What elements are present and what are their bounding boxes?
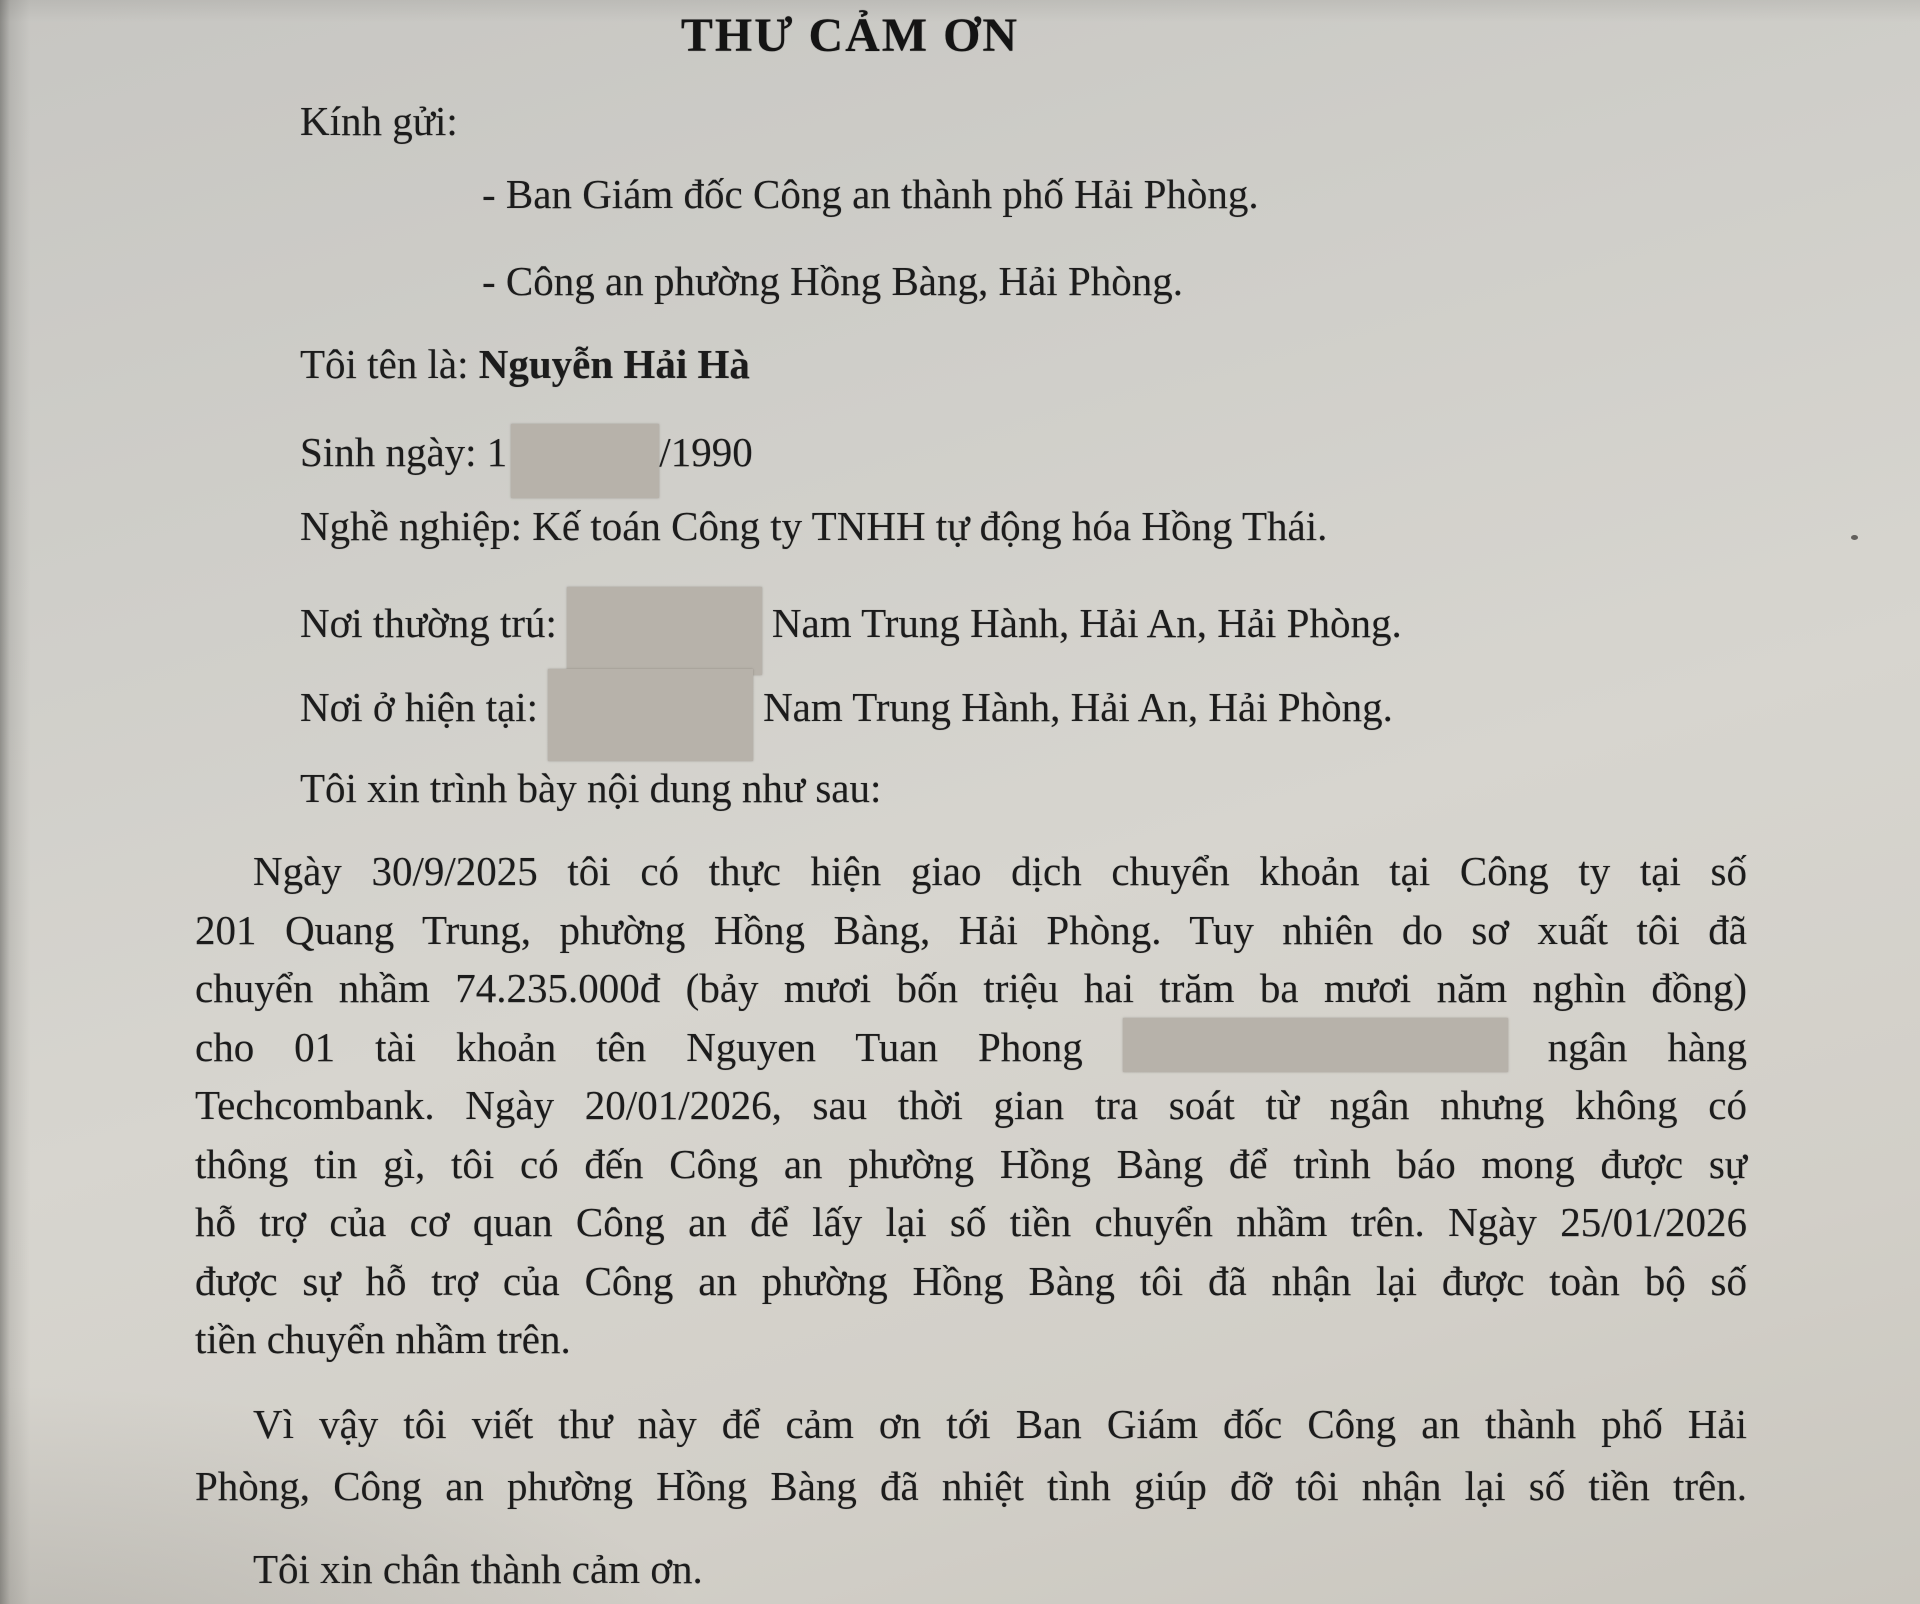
residence-value: Nam Trung Hành, Hải An, Hải Phòng. (771, 600, 1402, 646)
paragraph-line: tiền chuyển nhầm trên. (195, 1316, 571, 1362)
current-address-line (300, 669, 1393, 761)
dob-visible-digit: 1 (486, 429, 508, 475)
body-paragraph-2 (195, 1393, 1747, 1517)
current-address-label: Nơi ở hiện tại: (300, 684, 539, 730)
intro-line: Tôi xin trình bày nội dung như sau: (300, 765, 882, 811)
paragraph-line: 201 Quang Trung, phường Hồng Bàng, Hải Phòng. Tuy nhiên do sơ xuất tôi đã (195, 906, 1747, 953)
dob-year: /1990 (659, 429, 753, 475)
dob-label: Sinh ngày: (300, 429, 477, 475)
residence-label: Nơi thường trú: (300, 600, 557, 646)
paragraph-line (195, 1018, 1747, 1077)
recipient-line: - Ban Giám đốc Công an thành phố Hải Phòng. (482, 171, 1259, 217)
paragraph-line: Techcombank. Ngày 20/01/2026, sau thời gian tra soát từ ngân nhưng không có (195, 1082, 1747, 1128)
paragraph-line: Vì vậy tôi viết thư này để cảm ơn tới Ban Giám đốc Công an thành phố Hải (253, 1401, 1747, 1447)
paragraph-line: hỗ trợ của cơ quan Công an để lấy lại số tiền chuyển nhầm trên. Ngày 25/01/2026 (195, 1199, 1747, 1245)
document-title: THƯ CẢM ƠN (680, 9, 1020, 62)
sender-name: Nguyễn Hải Hà (478, 341, 750, 387)
body-paragraph-1 (195, 842, 1747, 1369)
occupation-line: Nghề nghiệp: Kế toán Công ty TNHH tự động hóa Hồng Thái. (300, 503, 1328, 549)
current-address-value: Nam Trung Hành, Hải An, Hải Phòng. (763, 684, 1393, 730)
account-line-prefix: cho 01 tài khoản tên Nguyen Tuan Phong (195, 1023, 1083, 1070)
sender-name-label: Tôi tên là: (300, 341, 469, 387)
dob-redaction-box (511, 424, 659, 498)
closing-line: Tôi xin chân thành cảm ơn. (253, 1546, 703, 1592)
residence-redaction-box (567, 587, 762, 675)
account-redaction-box (1123, 1018, 1508, 1072)
paragraph-line: Phòng, Công an phường Hồng Bàng đã nhiệt tình giúp đỡ tôi nhận lại số tiền trên. (195, 1463, 1747, 1509)
paragraph-line: thông tin gì, tôi có đến Công an phường Hồng Bàng để trình báo mong được sự (195, 1140, 1747, 1187)
account-line-suffix: ngân hàng (1547, 1023, 1748, 1070)
paragraph-line: được sự hỗ trợ của Công an phường Hồng Bàng tôi đã nhận lại được toàn bộ số (195, 1257, 1747, 1304)
residence-line (300, 587, 1402, 675)
current-address-redaction-box (548, 669, 753, 761)
recipient-line: - Công an phường Hồng Bàng, Hải Phòng. (482, 258, 1184, 304)
sender-name-line (300, 335, 750, 393)
paragraph-line: Ngày 30/9/2025 tôi có thực hiện giao dịch chuyển khoản tại Công ty tại số (253, 848, 1747, 894)
dob-line (300, 423, 753, 498)
paragraph-line: chuyển nhầm 74.235.000đ (bảy mươi bốn triệu hai trăm ba mươi năm nghìn đồng) (195, 965, 1747, 1011)
salutation-label: Kính gửi: (300, 98, 458, 144)
ink-speck (1851, 535, 1858, 540)
